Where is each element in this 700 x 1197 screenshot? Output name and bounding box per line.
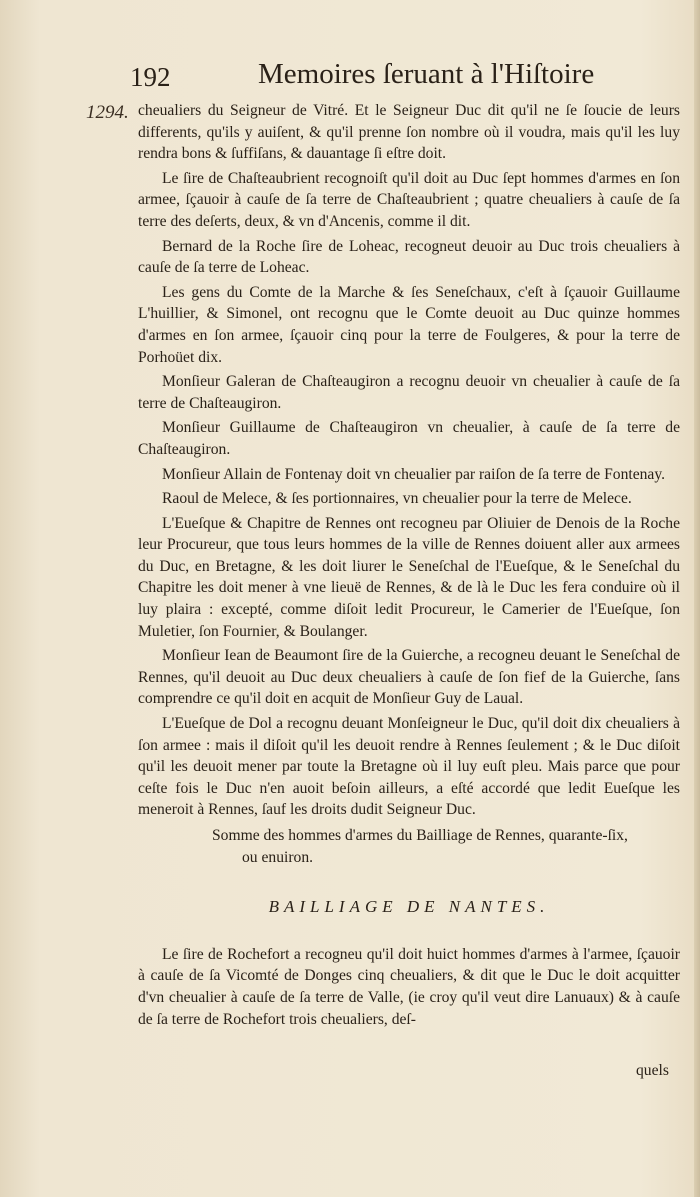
paragraph: Le ſire de Rochefort a recogneu qu'il doit huict hommes d'armes à l'armee, ſçauoir à cauſe de ſa Vicomté de Donges cinq cheualiers, & dit que le Duc le doit acquitter d'vn cheualier à cauſe de ſa terre de Valle, (ie croy qu'il veut dire Lanuaux) & à cauſe de ſa terre de Rochefort trois cheualiers, deſ- bbox=[138, 945, 680, 1028]
paragraph: Monſieur Guillaume de Chaſteaugiron vn cheualier, à cauſe de ſa terre de Chaſteaugiron. bbox=[138, 419, 680, 458]
paragraph: Monſieur Allain de Fontenay doit vn cheualier par raiſon de ſa terre de Fontenay. bbox=[162, 465, 666, 483]
text-body bbox=[138, 100, 680, 1033]
catchword: quels bbox=[636, 1062, 669, 1079]
paragraph: L'Eueſque & Chapitre de Rennes ont recogneu par Oliuier de Denois de la Roche leur Procureur, que tous leurs hommes de la ville de Rennes doiuent aller aux armees du Duc, en Bretagne, & les doit liurer le Seneſchal de l'Eueſque, & le Seneſchal du Chapitre les doit mener à vne lieuë de Rennes, & de là le Duc les fera conduire où il luy plaira : excepté, comme diſoit ledit Procureur, le Camerier de l'Eueſque, ſon Muletier, ſon Fournier, & Boulanger. bbox=[138, 514, 680, 640]
summary-line bbox=[138, 825, 680, 868]
running-title: Memoires ſeruant à l'Hiſtoire bbox=[258, 58, 595, 90]
paragraph: L'Eueſque de Dol a recognu deuant Monſeigneur le Duc, qu'il doit dix cheualiers à ſon armee : mais il diſoit qu'il les deuoit rendre à Rennes ſeulement ; & le Duc diſoit qu'il les deuoit mener par toute la Bretagne où il luy euſt pleu. Mais parce que pour ceſte fois le Duc n'en auoit beſoin ailleurs, a eſté accordé que ledit Eueſque les meneroit à Rennes, ſauf les droits dudit Seigneur Duc. bbox=[138, 715, 680, 819]
paragraph: Raoul de Melece, & ſes portionnaires, vn cheualier pour la terre de Melece. bbox=[162, 490, 632, 508]
page-header bbox=[130, 58, 610, 98]
summary-line-2: ou enuiron. bbox=[242, 848, 314, 866]
page-edge bbox=[694, 0, 700, 1197]
paragraph: Monſieur Iean de Beaumont ſire de la Guierche, a recogneu deuant le Seneſchal de Rennes, qu'il deuoit au Duc deux cheualiers à cauſe de ſon fief de la Guierche, ſans comprendre ce qu'il doit en acquit de Monſieur Guy de Laual. bbox=[138, 647, 680, 708]
page-number: 192 bbox=[130, 62, 171, 92]
paragraph: Bernard de la Roche ſire de Loheac, recogneut deuoir au Duc trois cheualiers à cauſe de ſa terre de Loheac. bbox=[138, 237, 680, 277]
paragraph: Monſieur Galeran de Chaſteaugiron a recognu deuoir vn cheualier à cauſe de ſa terre de Chaſteaugiron. bbox=[138, 373, 680, 412]
paragraphs-before bbox=[138, 100, 680, 821]
paragraph: Le ſire de Chaſteaubrient recognoiſt qu'il doit au Duc ſept hommes d'armes en ſon armee, ſçauoir à cauſe de ſa terre de Chaſteaubrient ; quatre cheualiers à cauſe de ſa terre des deſerts, deux, & vn d'Ancenis, comme il dit. bbox=[138, 169, 680, 230]
summary-line-1: Somme des hommes d'armes du Bailliage de Rennes, quarante-ſix, bbox=[212, 827, 628, 844]
margin-year-note: 1294. bbox=[86, 102, 129, 123]
section-heading: BAILLIAGE DE NANTES. bbox=[268, 897, 550, 917]
paragraph: cheualiers du Seigneur de Vitré. Et le Seigneur Duc dit qu'il ne ſe ſoucie de leurs differents, qu'ils y auiſent, & qu'il prenne ſon nombre où il voudra, mais qu'il les luy rendra bons & ſuffiſans, & dauantage ſi eſtre doit. bbox=[138, 102, 680, 163]
paragraphs-after bbox=[138, 944, 680, 1030]
paragraph: Les gens du Comte de la Marche & ſes Seneſchaux, c'eſt à ſçauoir Guillaume L'huillier, & Simonel, ont recognu que le Comte deuoit au Duc quinze hommes d'armes en ſon armee, ſçauoir cinq pour la terre de Foulgeres, & pour la terre de Porhoüet dix. bbox=[138, 283, 680, 366]
